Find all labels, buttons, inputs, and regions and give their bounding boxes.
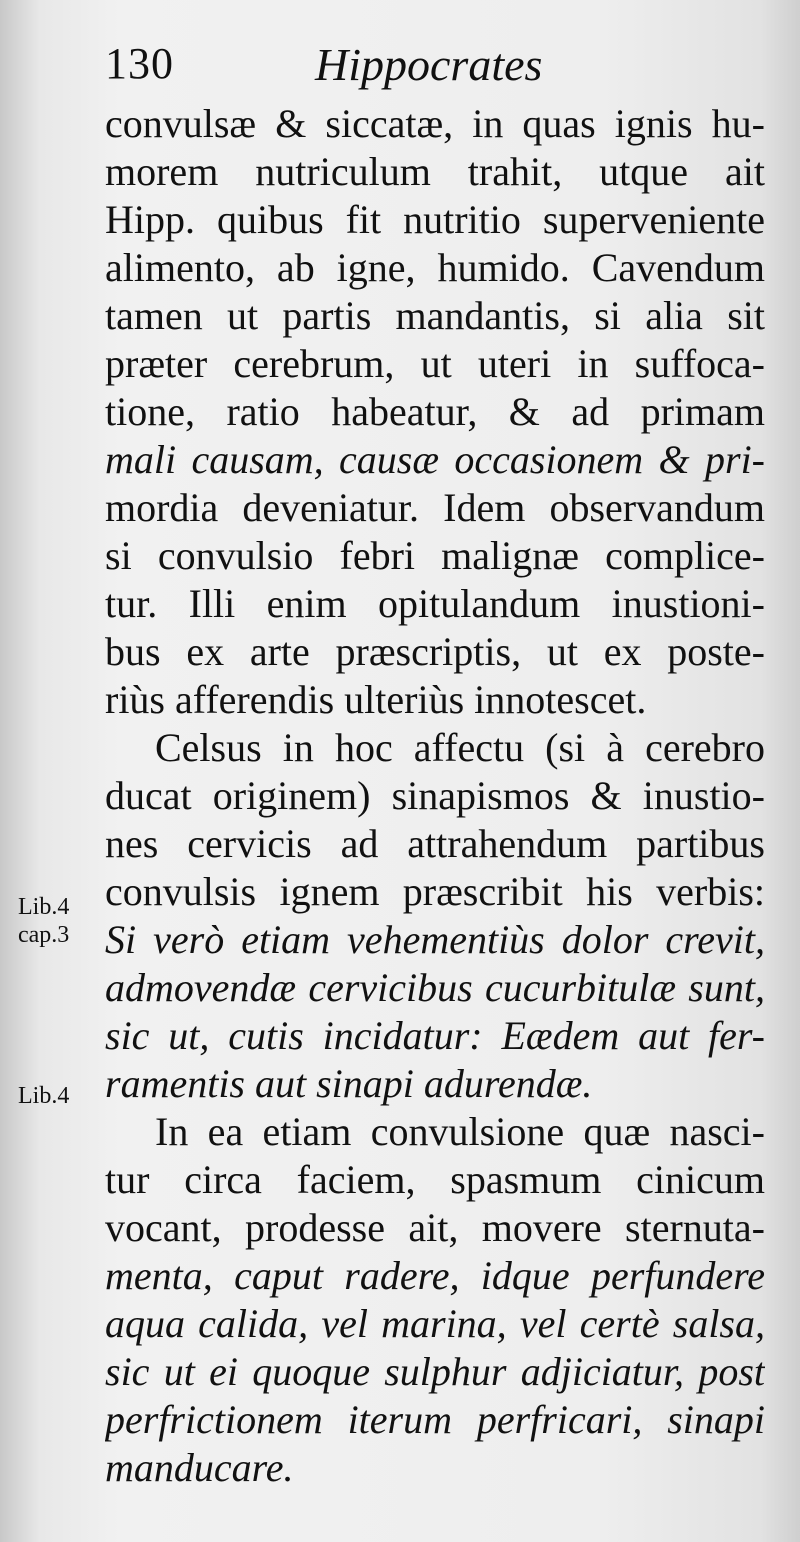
text-line: Si verò etiam vehementiùs dolor crevit, xyxy=(105,917,765,962)
margin-note-lib4 xyxy=(18,1082,69,1110)
margin-note-lib4-cap3 xyxy=(18,893,69,949)
text-line: ducat originem) sinapismos & inustio- xyxy=(105,773,765,818)
page-number: 130 xyxy=(105,39,174,88)
text-line: convulsis ignem præscribit his verbis: xyxy=(105,869,765,914)
text-line: alimento, ab igne, humido. Cavendum xyxy=(105,245,765,290)
margin-note-line: cap.3 xyxy=(18,922,70,948)
margin-note-line: Lib.4 xyxy=(18,1083,70,1109)
text-line: præter cerebrum, ut uteri in suffoca- xyxy=(105,341,765,386)
text-line: admovendæ cervicibus cucurbitulæ sunt, xyxy=(105,965,765,1010)
body-text xyxy=(105,100,765,1492)
text-line: sic ut ei quoque sulphur adjiciatur, post xyxy=(105,1349,765,1394)
text-line: mali causam, causæ occasionem & pri- xyxy=(105,437,765,482)
text-line: tur. Illi enim opitulandum inustioni- xyxy=(105,581,765,626)
text-line: In ea etiam convulsione quæ nasci- xyxy=(155,1109,765,1154)
text-line: perfrictionem iterum perfricari, sinapi xyxy=(105,1397,765,1442)
page-header xyxy=(105,38,740,98)
text-line: manducare. xyxy=(105,1445,294,1490)
running-head: Hippocrates xyxy=(315,39,543,90)
text-line: vocant, prodesse ait, movere sternuta- xyxy=(105,1205,765,1250)
text-line: nes cervicis ad attrahendum partibus xyxy=(105,821,765,866)
text-line: bus ex arte præscriptis, ut ex poste- xyxy=(105,629,765,674)
text-line: ramentis aut sinapi adurendæ. xyxy=(105,1061,593,1106)
text-line: Celsus in hoc affectu (si à cerebro xyxy=(155,725,765,770)
text-line: si convulsio febri malignæ complice- xyxy=(105,533,765,578)
text-line: tur circa faciem, spasmum cinicum xyxy=(105,1157,765,1202)
text-line: menta, caput radere, idque perfundere xyxy=(105,1253,765,1298)
text-line: tamen ut partis mandantis, si alia sit xyxy=(105,293,765,338)
text-line: Hipp. quibus fit nutritio superveniente xyxy=(105,197,765,242)
margin-note-line: Lib.4 xyxy=(18,894,70,920)
text-line: morem nutriculum trahit, utque ait xyxy=(105,149,765,194)
text-line: convulsæ & siccatæ, in quas ignis hu- xyxy=(105,101,765,146)
text-line: tione, ratio habeatur, & ad primam xyxy=(105,389,765,434)
text-line: aqua calida, vel marina, vel certè salsa, xyxy=(105,1301,765,1346)
text-line: riùs afferendis ulteriùs innotescet. xyxy=(105,677,647,722)
text-line: mordia deveniatur. Idem observandum xyxy=(105,485,765,530)
text-line: sic ut, cutis incidatur: Eædem aut fer- xyxy=(105,1013,765,1058)
